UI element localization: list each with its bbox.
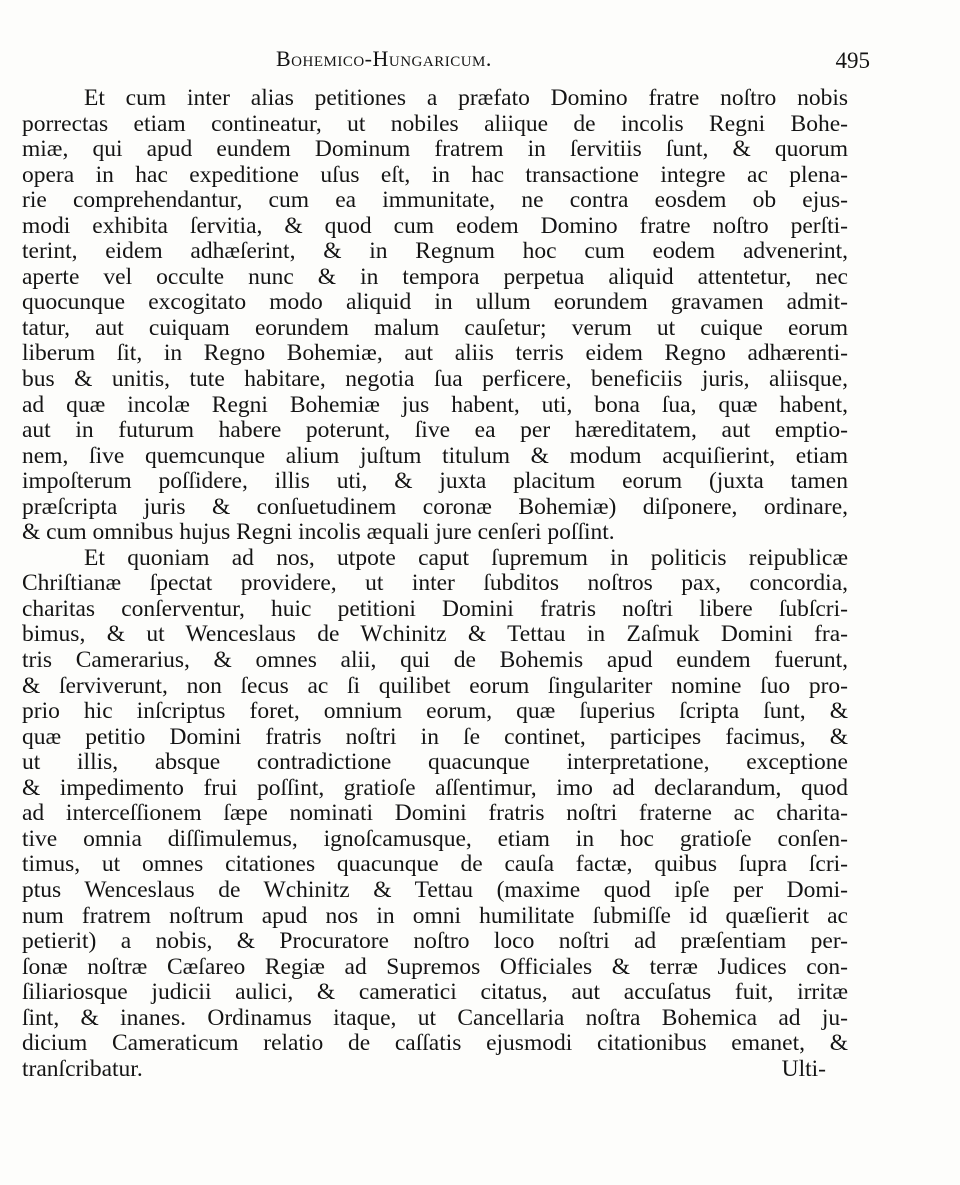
text-line: Et quoniam ad nos, utpote caput ſupremum in politicis reipublicæ bbox=[84, 545, 848, 571]
text-line: & cum omnibus hujus Regni incolis æquali jure cenſeri poſſint. bbox=[22, 520, 615, 546]
text-line: porrectas etiam contineatur, ut nobiles aliique de incolis Regni Bohe- bbox=[22, 111, 848, 137]
text-line: bus & unitis, tute habitare, negotia ſua perficere, beneficiis juris, aliisque, bbox=[22, 367, 848, 393]
text-line: miæ, qui apud eundem Dominum fratrem in ſervitiis ſunt, & quorum bbox=[22, 137, 848, 163]
text-line: tris Camerarius, & omnes alii, qui de Bohemis apud eundem fuerunt, bbox=[22, 648, 848, 674]
text-line: tive omnia diſſimulemus, ignoſcamusque, etiam in hoc gratioſe conſen- bbox=[22, 826, 848, 852]
text-line: & ſerviverunt, non ſecus ac ſi quilibet eorum ſingulariter nomine ſuo pro- bbox=[22, 673, 848, 699]
running-head bbox=[0, 44, 960, 84]
text-line: quocunque excogitato modo aliquid in ullum eorundem gravamen admit- bbox=[22, 290, 848, 316]
text-line: aperte vel occulte nunc & in tempora perpetua aliquid attentetur, nec bbox=[22, 264, 848, 290]
text-line: Et cum inter alias petitiones a præfato Domino fratre noſtro nobis bbox=[84, 86, 848, 111]
text-line: liberum ſit, in Regno Bohemiæ, aut aliis terris eidem Regno adhærenti- bbox=[22, 341, 848, 367]
text-line: ad quæ incolæ Regni Bohemiæ jus habent, uti, bona ſua, quæ habent, bbox=[22, 392, 848, 418]
text-line: tranſcribatur. Ulti- bbox=[22, 1056, 826, 1082]
page-number: 495 bbox=[835, 48, 870, 73]
text-line: Chriſtianæ ſpectat providere, ut inter ſubditos noſtros pax, concordia, bbox=[22, 571, 848, 597]
text-line: opera in hac expeditione uſus eſt, in hac transactione integre ac plena- bbox=[22, 162, 848, 188]
text-line: prio hic inſcriptus foret, omnium eorum, quæ ſuperius ſcripta ſunt, & bbox=[22, 699, 848, 725]
text-line: ſiliariosque judicii aulici, & cameratici citatus, aut accuſatus fuit, irritæ bbox=[22, 980, 848, 1006]
text-line: bimus, & ut Wenceslaus de Wchinitz & Tettau in Zaſmuk Domini fra- bbox=[22, 622, 848, 648]
paragraph-2 bbox=[22, 546, 848, 1082]
text-line: modi exhibita ſervitia, & quod cum eodem Domino fratre noſtro perſti- bbox=[22, 213, 848, 239]
text-line: ſonæ noſtræ Cæſareo Regiæ ad Supremos Officiales & terræ Judices con- bbox=[22, 954, 848, 980]
text-line: aut in futurum habere poterunt, ſive ea per hæreditatem, aut emptio- bbox=[22, 418, 848, 444]
text-line: ad interceſſionem ſæpe nominati Domini fratris noſtri fraterne ac charita- bbox=[22, 801, 848, 827]
text-line: nem, ſive quemcunque alium juſtum titulum & modum acquiſierint, etiam bbox=[22, 443, 848, 469]
text-line: quæ petitio Domini fratris noſtri in ſe continet, participes facimus, & bbox=[22, 724, 848, 750]
catchword: Ulti- bbox=[781, 1056, 826, 1082]
text-line: charitas conſerventur, huic petitioni Domini fratris noſtri libere ſubſcri- bbox=[22, 596, 848, 622]
text-line: ſint, & inanes. Ordinamus itaque, ut Cancellaria noſtra Bohemica ad ju- bbox=[22, 1005, 848, 1031]
text-line: terint, eidem adhæſerint, & in Regnum hoc cum eodem advenerint, bbox=[22, 239, 848, 265]
text-line: tatur, aut cuiquam eorundem malum cauſetur; verum ut cuique eorum bbox=[22, 315, 848, 341]
text-line: ptus Wenceslaus de Wchinitz & Tettau (maxime quod ipſe per Domi- bbox=[22, 877, 848, 903]
text-line: petierit) a nobis, & Procuratore noſtro loco noſtri ad præſentiam per- bbox=[22, 929, 848, 955]
text-line: rie comprehendantur, cum ea immunitate, ne contra eosdem ob ejus- bbox=[22, 188, 848, 214]
text-line: præſcripta juris & conſuetudinem coronæ Bohemiæ) diſponere, ordinare, bbox=[22, 494, 848, 520]
text-line: dicium Cameraticum relatio de caſſatis ejusmodi citationibus emanet, & bbox=[22, 1031, 848, 1057]
text-line: & impedimento frui poſſint, gratioſe aſſentimur, imo ad declarandum, quod bbox=[22, 775, 848, 801]
text-line: impoſterum poſſidere, illis uti, & juxta placitum eorum (juxta tamen bbox=[22, 469, 848, 495]
paragraph-1 bbox=[22, 86, 848, 546]
text-line: timus, ut omnes citationes quacunque de cauſa factæ, quibus ſupra ſcri- bbox=[22, 852, 848, 878]
running-title: Bohemico-Hungaricum. bbox=[276, 46, 492, 71]
body-text bbox=[22, 86, 848, 1082]
text-line: ut illis, absque contradictione quacunque interpretatione, exceptione bbox=[22, 750, 848, 776]
text-line: num fratrem noſtrum apud nos in omni humilitate ſubmiſſe id quæſierit ac bbox=[22, 903, 848, 929]
